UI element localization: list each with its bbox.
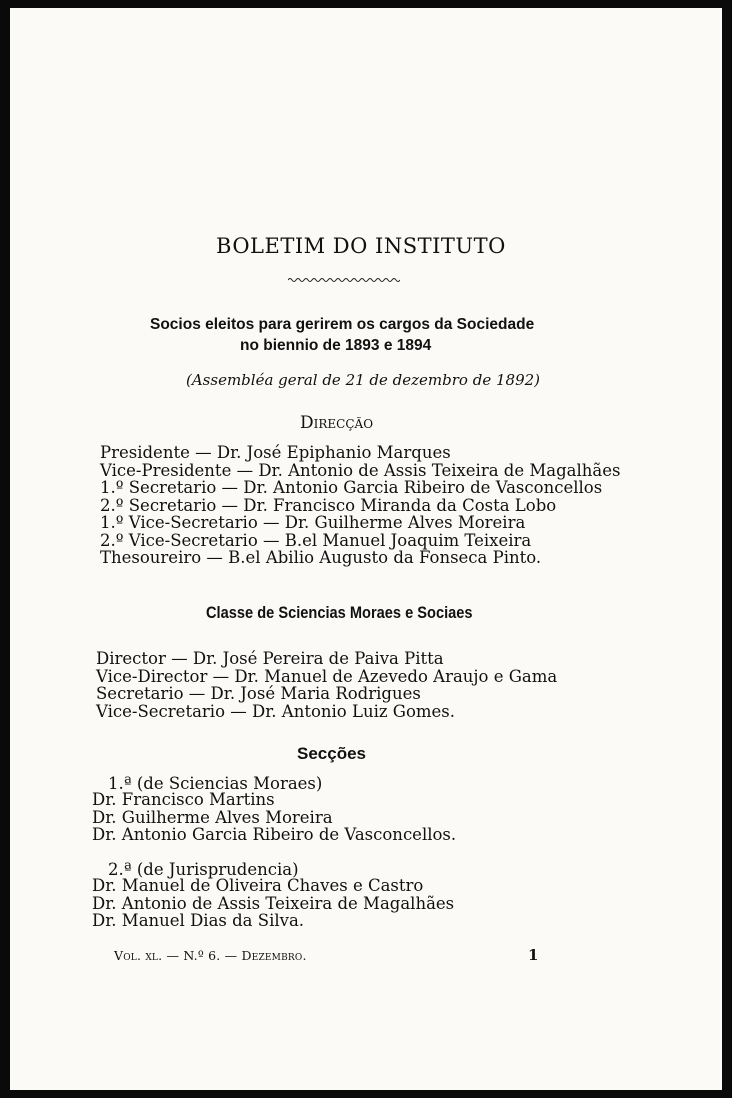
seccoes-heading: Secções (297, 744, 366, 763)
list-item: Dr. Francisco Martins (92, 790, 275, 809)
list-item: Vice-Presidente — Dr. Antonio de Assis Teixeira de Magalhães (100, 460, 621, 480)
list-item: Secretario — Dr. José Maria Rodrigues (96, 684, 421, 703)
section-1-member-list (92, 791, 456, 844)
list-item: 2.º Vice-Secretario — B.el Manuel Joaquim Teixeira (100, 530, 532, 550)
list-item: Vice-Secretario — Dr. Antonio Luiz Gomes. (96, 701, 456, 721)
list-item: Presidente — Dr. José Epiphanio Marques (100, 443, 451, 462)
list-item: Dr. Antonio Garcia Ribeiro de Vasconcellos. (92, 825, 457, 844)
section-1-title: 1.ª (de Sciencias Moraes) (108, 774, 323, 793)
direccao-heading: Direcção (300, 413, 374, 433)
page-number: 1 (528, 946, 539, 964)
direccao-officer-list (100, 444, 620, 567)
section-2-title: 2.ª (de Jurisprudencia) (108, 860, 299, 879)
list-item: Dr. Antonio de Assis Teixeira de Magalhães (92, 893, 455, 913)
classe-member-list (96, 650, 557, 720)
list-item: Dr. Manuel Dias da Silva. (92, 911, 305, 930)
list-item: Dr. Guilherme Alves Moreira (92, 807, 333, 827)
notice-line-2: no biennio de 1893 e 1894 (240, 337, 432, 354)
classe-heading: Classe de Sciencias Moraes e Sociaes (206, 603, 473, 622)
list-item: 2.º Secretario — Dr. Francisco Miranda da Costa Lobo (100, 495, 557, 515)
volume-footer: Vol. xl. — N.º 6. — Dezembro. (114, 948, 307, 963)
list-item: Dr. Manuel de Oliveira Chaves e Castro (92, 876, 424, 895)
list-item: Thesoureiro — B.el Abilio Augusto da Fonseca Pinto. (100, 548, 542, 567)
section-2-member-list (92, 877, 454, 930)
notice-line-1: Socios eleitos para gerirem os cargos da Sociedade (150, 316, 535, 333)
list-item: 1.º Secretario — Dr. Antonio Garcia Ribeiro de Vasconcellos (100, 478, 603, 497)
list-item: Director — Dr. José Pereira de Paiva Pitta (96, 649, 444, 668)
decorative-rule (288, 276, 400, 284)
page-title: BOLETIM DO INSTITUTO (216, 234, 506, 258)
list-item: 1.º Vice-Secretario — Dr. Guilherme Alves Moreira (100, 513, 526, 532)
assembly-date: (Assembléa geral de 21 de dezembro de 1892) (186, 371, 541, 389)
list-item: Vice-Director — Dr. Manuel de Azevedo Araujo e Gama (96, 666, 558, 686)
document-page (10, 8, 722, 1090)
